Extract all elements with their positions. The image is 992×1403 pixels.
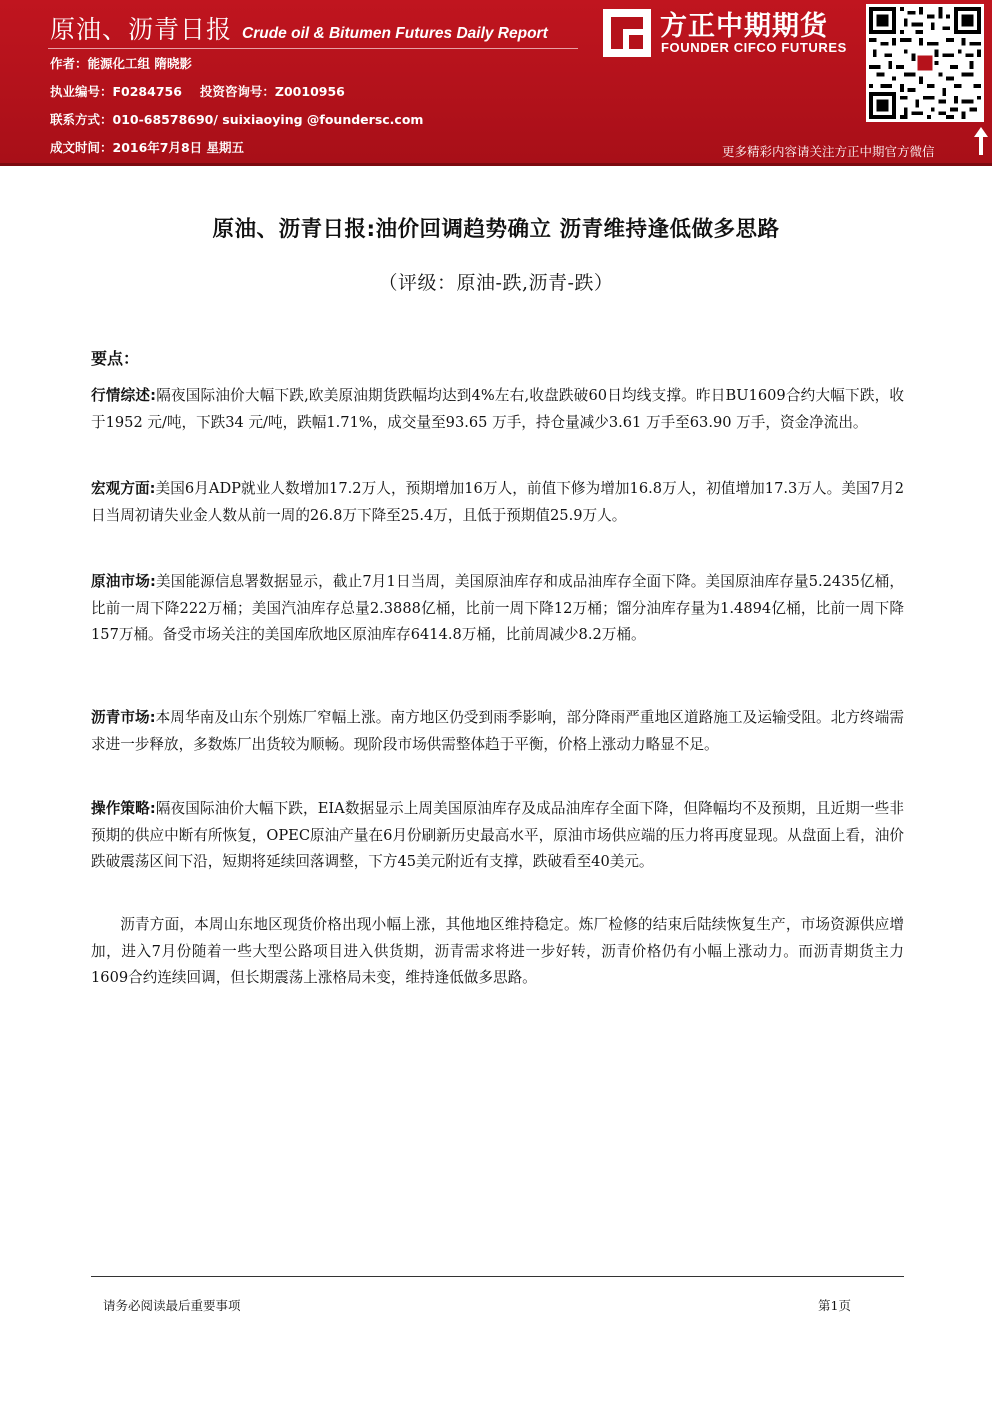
report-title: 原油、沥青日报:油价回调趋势确立 沥青维持逢低做多思路: [212, 217, 780, 242]
section-bitumen-market: [91, 705, 904, 758]
license-line: [50, 82, 423, 110]
header-title-cn: 原油、沥青日报: [50, 15, 233, 44]
arrow-up-icon: [974, 127, 988, 155]
footer-rule: [91, 1276, 904, 1277]
report-header: [0, 0, 992, 163]
header-title: [50, 10, 548, 50]
section-strategy: [91, 796, 904, 876]
author-info: [50, 54, 423, 166]
consult-number: 投资咨询号：Z0010956: [199, 84, 345, 99]
section-crude-market: [91, 569, 904, 649]
license-number: 执业编号：F0284756: [50, 84, 182, 99]
section-text: 美国能源信息署数据显示，截止7月1日当周，美国原油库存和成品油库存全面下降。美国原油库存量5.2435亿桶，比前一周下降222万桶；美国汽油库存总量2.3888亿桶，比前一周下降12万桶；馏分油库存量为1.4894亿桶，比前一周下降157万桶。备受市场关注的美国库欣地区原油库存6414.8万桶，比前周减少8.2万桶。: [91, 573, 905, 643]
footer-disclaimer: 请务必阅读最后重要事项: [103, 1298, 241, 1313]
section-text: 美国6月ADP就业人数增加17.2万人，预期增加16万人，前值下修为增加16.8万人，初值增加17.3万人。美国7月2日当周初请失业金人数从前一周的26.8万下降至25.4万，且低于预期值25.9万人。: [91, 480, 904, 524]
date-line: 成文时间：2016年7月8日 星期五: [50, 140, 245, 155]
founder-logo-icon: [603, 9, 651, 57]
header-title-en: Crude oil & Bitumen Futures Daily Report: [242, 25, 548, 42]
follow-wechat-text: 更多精彩内容请关注方正中期官方微信: [722, 144, 935, 159]
section-text: 本周华南及山东个别炼厂窄幅上涨。南方地区仍受到雨季影响，部分降雨严重地区道路施工及运输受阻。北方终端需求进一步释放，多数炼厂出货较为顺畅。现阶段市场供需整体趋于平衡，价格上涨动力略显不足。: [91, 709, 904, 753]
section-label: 沥青市场:: [91, 709, 156, 726]
section-macro: [91, 476, 904, 529]
logo-name-cn: 方正中期期货: [660, 11, 828, 42]
section-text: 隔夜国际油价大幅下跌，EIA数据显示上周美国原油库存及成品油库存全面下降，但降幅均不及预期，且近期一些非预期的供应中断有所恢复，OPEC原油产量在6月份刷新历史最高水平，原油市场供应端的压力将再度显现。从盘面上看，油价跌破震荡区间下沿，短期将延续回落调整，下方45美元附近有支撑，跌破看至40美元。: [91, 800, 904, 870]
report-rating: （评级：原油-跌,沥青-跌）: [378, 272, 614, 294]
header-divider: [48, 48, 578, 49]
page-number: 第1页: [818, 1298, 851, 1313]
author-line: 作者：能源化工组 隋晓影: [50, 56, 192, 71]
section-label: 行情综述:: [91, 387, 156, 404]
bitumen-strategy-paragraph: 沥青方面，本周山东地区现货价格出现小幅上涨，其他地区维持稳定。炼厂检修的结束后陆续恢复生产，市场资源供应增加，进入7月份随着一些大型公路项目进入供货期，沥青需求将进一步好转，沥青价格仍有小幅上涨动力。而沥青期货主力1609合约连续回调，但长期震荡上涨格局未变，维持逢低做多思路。: [91, 916, 904, 986]
section-text: 隔夜国际油价大幅下跌,欧美原油期货跌幅均达到4%左右,收盘跌破60日均线支撑。昨日BU1609合约大幅下跌，收于1952 元/吨，下跌34 元/吨，跌幅1.71%，成交量至93.65 万手，持仓量减少3.61 万手至63.90 万手，资金净流出。: [91, 387, 905, 431]
section-label: 原油市场:: [91, 573, 156, 590]
section-market-review: [91, 383, 904, 436]
header-bottom-rule: [0, 163, 992, 166]
logo-name-en: FOUNDER CIFCO FUTURES: [661, 40, 847, 55]
qr-code-icon: [866, 4, 984, 122]
key-points-heading: 要点：: [91, 349, 140, 368]
section-label: 操作策略:: [91, 800, 156, 817]
section-label: 宏观方面:: [91, 480, 156, 497]
contact-line: 联系方式：010-68578690/ suixiaoying @foundersc.com: [50, 112, 424, 127]
